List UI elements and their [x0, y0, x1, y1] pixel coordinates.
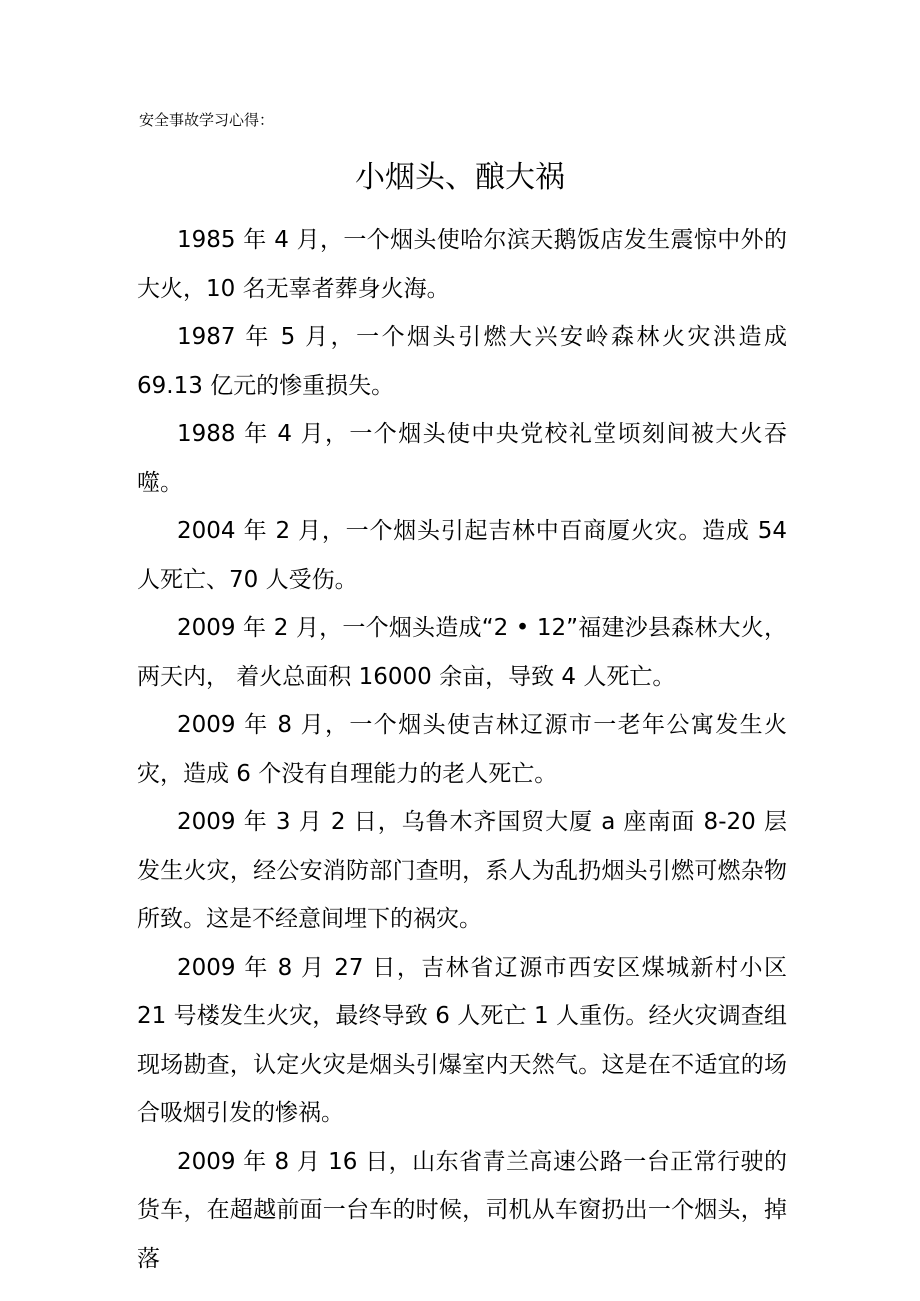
paragraph-1987: 1987 年 5 月，一个烟头引燃大兴安岭森林火灾洪造成 69.13 亿元的惨重损失。 [137, 324, 787, 399]
document-title: 小烟头、酿大祸 [355, 160, 565, 195]
document-body [137, 216, 787, 1283]
paragraph-2009-feb: 2009 年 2 月，一个烟头造成“2 • 12”福建沙县森林大火，两天内， 着火总面积 16000 余亩，导致 4 人死亡。 [137, 615, 787, 690]
paragraph-2009-aug-27: 2009 年 8 月 27 日，吉林省辽源市西安区煤城新村小区 21 号楼发生火灾，最终导致 6 人死亡 1 人重伤。经火灾调查组现场勘查，认定火灾是烟头引爆室内天然气。这是在不适宜的场合吸烟引发的惨祸。 [137, 954, 787, 1126]
paragraph-2009-aug-liaoyuan: 2009 年 8 月，一个烟头使吉林辽源市一老年公寓发生火灾，造成 6 个没有自理能力的老人死亡。 [137, 712, 787, 787]
paragraph-1985: 1985 年 4 月，一个烟头使哈尔滨天鹅饭店发生震惊中外的大火，10 名无辜者葬身火海。 [137, 227, 787, 302]
paragraph-1988: 1988 年 4 月，一个烟头使中央党校礼堂顷刻间被大火吞噬。 [137, 421, 787, 496]
paragraph-2009-aug-16: 2009 年 8 月 16 日，山东省青兰高速公路一台正常行驶的货车，在超越前面一台车的时候，司机从车窗扔出一个烟头，掉落 [137, 1148, 787, 1272]
paragraph-2009-mar-urumqi: 2009 年 3 月 2 日，乌鲁木齐国贸大厦 a 座南面 8-20 层发生火灾，经公安消防部门查明，系人为乱扔烟头引燃可燃杂物所致。这是不经意间埋下的祸灾。 [137, 809, 787, 932]
paragraph-2004: 2004 年 2 月，一个烟头引起吉林中百商厦火灾。造成 54 人死亡、70 人受伤。 [137, 518, 787, 593]
header-note: 安全事故学习心得： [139, 111, 275, 129]
